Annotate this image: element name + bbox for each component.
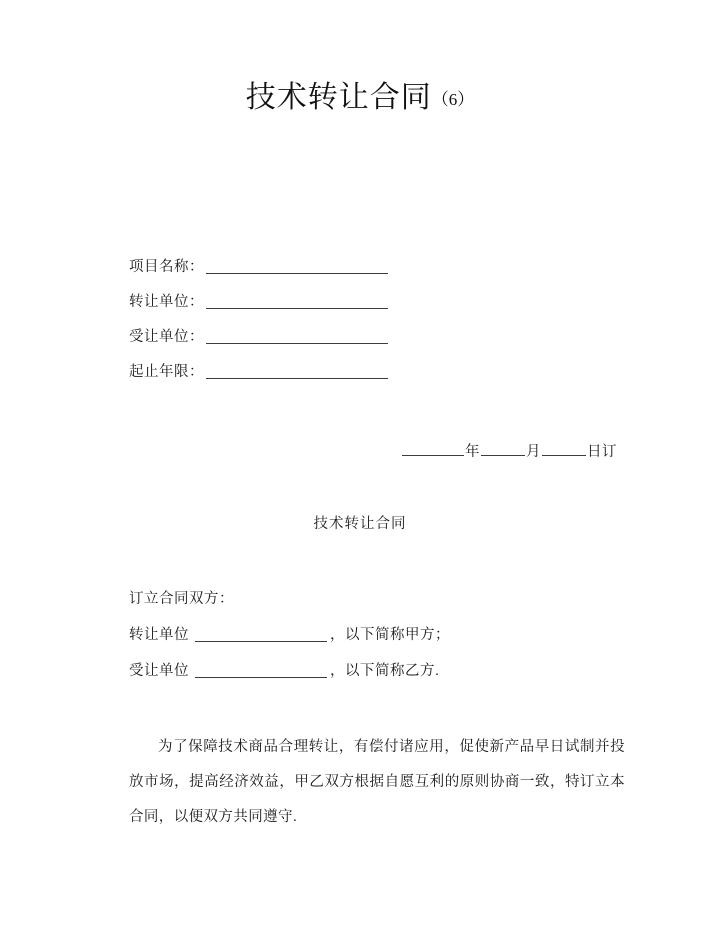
contracting-parties-section <box>129 588 669 696</box>
field-blank-project-name[interactable] <box>206 273 388 274</box>
page-title-main: 技术转让合同 <box>245 81 432 114</box>
party-label-transferor: 转让单位 <box>129 627 189 643</box>
parties-intro-label: 订立合同双方： <box>129 591 234 607</box>
field-label-transferee-unit: 受让单位： <box>129 329 204 345</box>
date-blank-year[interactable] <box>402 442 464 456</box>
field-row-transferor-unit <box>129 291 649 326</box>
date-blank-day[interactable] <box>542 442 586 456</box>
date-blank-month[interactable] <box>481 442 525 456</box>
field-blank-term-period[interactable] <box>206 378 388 379</box>
field-label-term-period: 起止年限： <box>129 364 204 380</box>
field-row-project-name <box>129 256 649 291</box>
field-blank-transferor-unit[interactable] <box>206 308 388 309</box>
party-blank-transferor[interactable] <box>195 641 327 642</box>
section-heading: 技术转让合同 <box>313 516 407 532</box>
party-blank-transferee[interactable] <box>195 677 327 678</box>
date-unit-day: 日订 <box>587 444 617 460</box>
field-label-project-name: 项目名称： <box>129 259 204 275</box>
signing-date-line <box>0 441 720 463</box>
page-title-suffix: （6） <box>431 90 475 109</box>
contract-header-fields <box>129 256 649 396</box>
date-unit-year: 年 <box>465 444 480 460</box>
field-row-transferee-unit <box>129 326 649 361</box>
party-label-transferee: 受让单位 <box>129 663 189 679</box>
party-row-transferee <box>129 660 669 696</box>
party-suffix-transferee: ，以下简称乙方. <box>330 663 440 679</box>
preamble-paragraph: 为了保障技术商品合理转让，有偿付诸应用，促使新产品早日试制并投放市场，提高经济效益，甲乙双方根据自愿互利的原则协商一致，特订立本合同，以便双方共同遵守. <box>129 739 625 825</box>
party-row-transferor <box>129 624 669 660</box>
field-row-term-period <box>129 361 649 396</box>
page-title <box>0 78 720 122</box>
field-label-transferor-unit: 转让单位： <box>129 294 204 310</box>
date-unit-month: 月 <box>526 444 541 460</box>
party-suffix-transferor: ，以下简称甲方； <box>330 627 450 643</box>
field-blank-transferee-unit[interactable] <box>206 343 388 344</box>
